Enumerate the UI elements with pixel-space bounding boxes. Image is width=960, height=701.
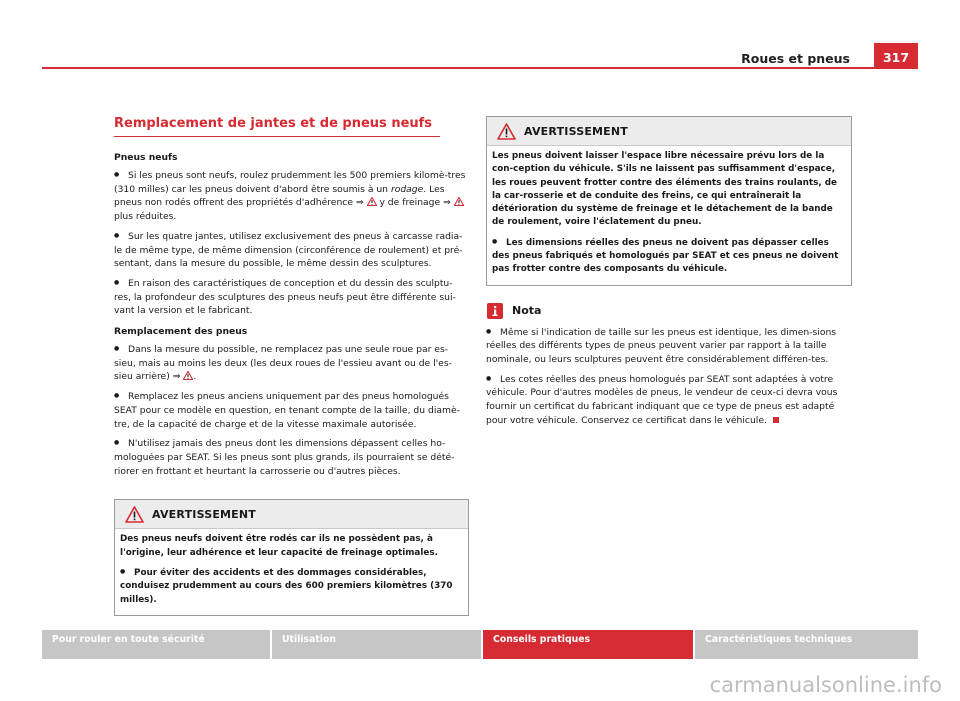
warning-bullet: ●Les dimensions réelles des pneus ne doivent pas dépasser celles des pneus fabriqués et homologués par SEAT et ces pneus ne doivent pas frotter contre des composants du véhicule. <box>492 235 846 277</box>
tab-practical-advice[interactable]: Conseils pratiques <box>483 630 693 659</box>
bullet-icon <box>120 565 134 580</box>
warning-box-left <box>114 499 469 615</box>
warning-title: AVERTISSEMENT <box>524 124 629 138</box>
left-column <box>114 116 469 616</box>
bullet-tread-depth: ●En raison des caractéristiques de conception et du dessin des sculptu-res, la profondeur des sculptures des pneus neufs peut être différente sui-vant la version et le fabricant. <box>114 276 469 318</box>
warning-header <box>115 500 468 529</box>
bullet-icon <box>114 276 128 291</box>
bullet-icon <box>114 389 128 404</box>
bullet-icon <box>114 342 128 357</box>
bullet-icon <box>114 168 128 183</box>
bullet-icon <box>492 235 506 250</box>
subheading-new-tires: Pneus neufs <box>114 152 178 163</box>
page-number: 317 <box>874 43 918 67</box>
bullet-icon <box>114 229 128 244</box>
warning-text: Les pneus doivent laisser l'espace libre nécessaire prévu lors de la con-ception du véhicule. S'ils ne laissent pas suffisamment d'espace, les roues peuvent frotter contre des éléments des trains roulants, de la car-rosserie et de conduite des freins, ce qui entraînerait la détérioration du système de freinage et le détachement de la bande de roulement, voire l'éclatement du pneu. <box>492 151 838 228</box>
tab-technical-specs[interactable]: Caractéristiques techniques <box>695 630 918 659</box>
bullet-icon <box>114 436 128 451</box>
warning-triangle-icon[interactable] <box>454 197 464 206</box>
warning-box-right <box>486 116 852 286</box>
running-header-title: Roues et pneus <box>741 51 850 66</box>
warning-triangle-icon <box>497 123 516 140</box>
warning-triangle-icon[interactable] <box>367 197 377 206</box>
section-title: Remplacement de jantes et de pneus neufs <box>114 116 440 137</box>
warning-text: Des pneus neufs doivent être rodés car ils ne possèdent pas, à l'origine, leur adhérence et leur capacité de freinage optimales. <box>120 534 438 558</box>
warning-bullet: ●Pour éviter des accidents et des dommages considérables, conduisez prudemment au cours des 600 premiers kilomètres (370 milles). <box>120 565 463 607</box>
subheading-replacement: Remplacement des pneus <box>114 326 248 338</box>
bullet-icon <box>486 372 500 387</box>
bullet-axle-pairs: ●Dans la mesure du possible, ne remplacez pas une seule roue par es-sieu, mais au moins les deux (les deux roues de l'essieu avant ou de l'es-sieu arrière) ⇒ . <box>114 342 469 384</box>
note-bullet-size: ●Même si l'indication de taille sur les pneus est identique, les dimen-sions réelles des différents types de pneus peuvent varier par rapport à la taille nominale, ou leurs sculptures peuvent être considérablement différen-tes. <box>486 325 852 367</box>
footer-tab-bar <box>42 630 918 659</box>
bullet-homologated: ●Remplacez les pneus anciens uniquement par des pneus homologués SEAT pour ce modèle en question, en tenant compte de la taille, du diamè-tre, de la capacité de charge et de la vitesse maximale autorisée. <box>114 389 469 431</box>
note-header <box>486 302 852 320</box>
warning-body <box>487 146 851 285</box>
tab-operation[interactable]: Utilisation <box>272 630 481 659</box>
note-bullet-certificate: ●Les cotes réelles des pneus homologués par SEAT sont adaptées à votre véhicule. Pour d'autres modèles de pneus, le vendeur de ceux-ci devra vous fournir un certificat du fabricant indiquant que ce type de pneus est adapté pour votre véhicule. Conservez ce certificat dans le véhicule. <box>486 372 852 428</box>
warning-body <box>115 529 468 614</box>
section-end-marker <box>773 417 779 423</box>
bullet-dimensions: ●N'utilisez jamais des pneus dont les dimensions dépassent celles ho-mologuées par SEAT. Si les pneus sont plus grands, ils pourraient se dété-riorer en frottant et heurtant la carrosserie ou d'autres pièces. <box>114 436 469 478</box>
right-column <box>486 116 852 433</box>
tab-safety[interactable]: Pour rouler en toute sécurité <box>42 630 270 659</box>
note-title: Nota <box>512 304 542 318</box>
bullet-radial-tires: ●Sur les quatre jantes, utilisez exclusivement des pneus à carcasse radia-le de même type, de même dimension (circonférence de roulement) et pré-sentant, dans la mesure du possible, le même dessin des sculptures. <box>114 229 469 271</box>
bullet-run-in: ●Si les pneus sont neufs, roulez prudemment les 500 premiers kilomè-tres (310 milles) car les pneus doivent d'abord être soumis à un rodage. Les pneus non rodés offrent des propriétés d'adhérence ⇒ y de freinage ⇒ plus réduites. <box>114 168 469 224</box>
warning-triangle-icon <box>125 506 144 523</box>
bullet-icon <box>486 325 500 340</box>
warning-triangle-icon[interactable] <box>183 371 193 380</box>
warning-title: AVERTISSEMENT <box>152 507 257 521</box>
warning-header <box>487 117 851 146</box>
watermark: carmanualsonline.info <box>709 673 942 697</box>
header-rule <box>42 67 918 69</box>
note-info-icon <box>486 302 504 320</box>
